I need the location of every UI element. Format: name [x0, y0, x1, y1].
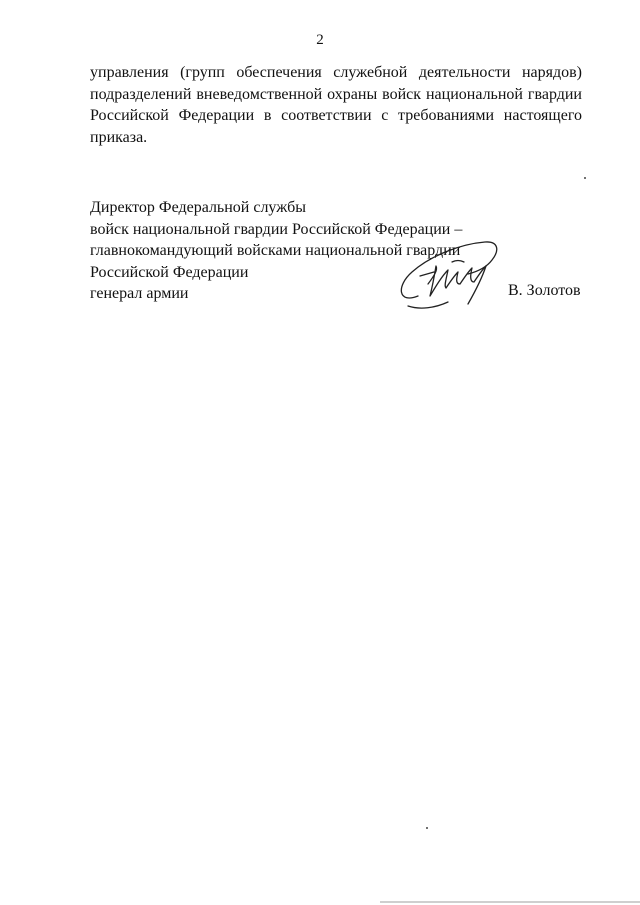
signer-title-line-1: Директор Федеральной службы — [90, 199, 306, 216]
scan-speck — [426, 827, 428, 829]
scan-speck — [584, 177, 586, 179]
signer-title-line-3: главнокомандующий войсками национальной гвардии — [90, 242, 461, 259]
signer-title-line-4: Российской Федерации — [90, 263, 249, 281]
signer-name: В. Золотов — [508, 282, 581, 299]
handwritten-signature — [390, 226, 505, 320]
body-paragraph: управления (групп обеспечения служебной деятельности нарядов) подразделений вневедомственной охраны войск национальной гвардии Российской Федерации в соответствии с требованиями настоящего приказа. — [90, 64, 582, 146]
page-number: 2 — [316, 32, 324, 48]
signer-title-line-2: войск национальной гвардии Российской Федерации – — [90, 220, 463, 238]
scan-edge — [380, 901, 640, 903]
signer-rank: генерал армии — [90, 285, 189, 302]
